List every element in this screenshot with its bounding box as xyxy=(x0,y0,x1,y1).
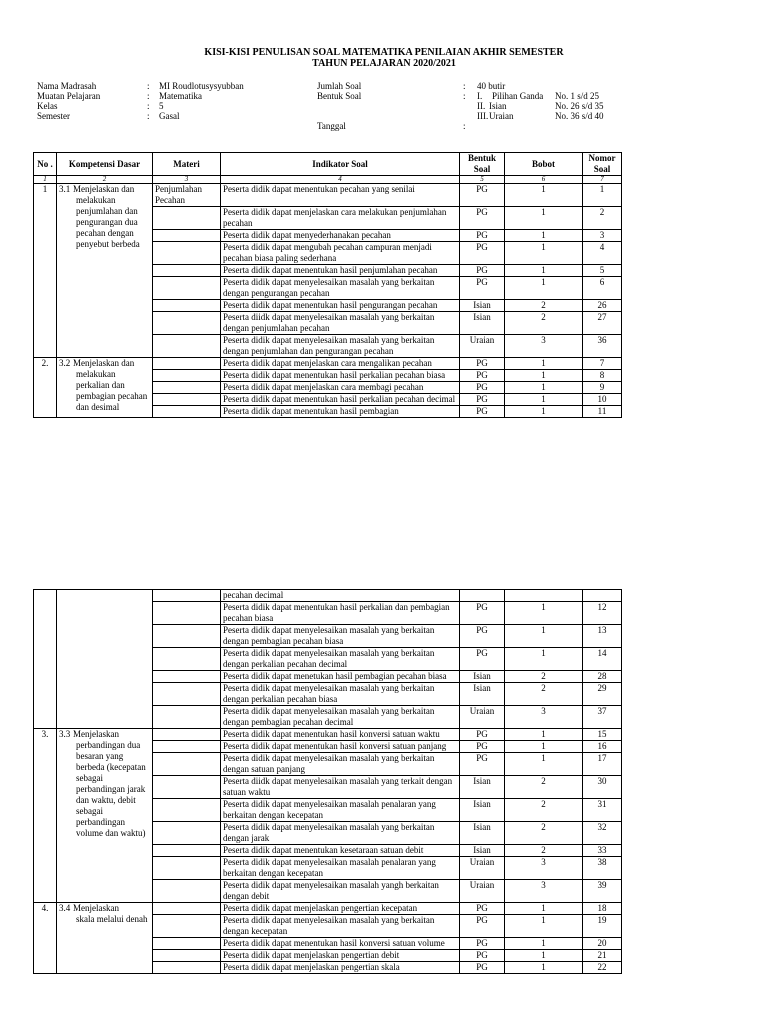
cell-nomor: 29 xyxy=(583,683,622,706)
cell-bentuk: Isian xyxy=(460,683,505,706)
cell-kompetensi xyxy=(57,590,153,729)
cell-materi xyxy=(153,880,221,903)
cell-nomor: 16 xyxy=(583,741,622,753)
index-cell: 7 xyxy=(583,176,622,184)
cell-materi xyxy=(153,648,221,671)
cell-indikator: Peserta didik dapat menyelesaikan masalah penalaran yang berkaitan dengan kecepatan xyxy=(221,799,460,822)
table-header-row xyxy=(34,153,622,176)
index-cell: 5 xyxy=(460,176,505,184)
identity-label: Kelas xyxy=(37,101,58,111)
header-materi: Materi xyxy=(153,153,221,176)
identity-left xyxy=(37,81,307,121)
identity-row-jumlah xyxy=(317,81,647,91)
jumlah-value: 40 butir xyxy=(477,81,506,91)
cell-materi xyxy=(153,300,221,312)
cell-indikator: Peserta didik dapat menyelesaikan masalah yang berkaitan dengan perkalian pecahan decimal xyxy=(221,648,460,671)
cell-nomor: 7 xyxy=(583,358,622,370)
cell-indikator: Peserta didik dapat menentukan hasil perkalian pecahan biasa xyxy=(221,370,460,382)
cell-materi xyxy=(153,406,221,418)
bentuk-name: Isian xyxy=(489,101,507,111)
identity-colon: : xyxy=(147,91,150,101)
cell-bentuk: Uraian xyxy=(460,857,505,880)
cell-bobot: 2 xyxy=(505,776,583,799)
cell-bentuk: PG xyxy=(460,962,505,974)
cell-indikator: Peserta didik dapat menetukan hasil pembagian pecahan biasa xyxy=(221,671,460,683)
cell-nomor: 26 xyxy=(583,300,622,312)
document-title: KISI-KISI PENULISAN SOAL MATEMATIKA PENILAIAN AKHIR SEMESTER xyxy=(204,47,564,58)
cell-materi xyxy=(153,729,221,741)
identity-colon: : xyxy=(463,91,466,101)
cell-nomor: 14 xyxy=(583,648,622,671)
cell-materi xyxy=(153,242,221,265)
cell-bobot: 2 xyxy=(505,671,583,683)
identity-colon: : xyxy=(147,81,150,91)
cell-bobot: 3 xyxy=(505,857,583,880)
cell-bobot: 2 xyxy=(505,300,583,312)
cell-kompetensi xyxy=(57,184,153,358)
cell-bobot: 1 xyxy=(505,184,583,207)
bentuk-label: Bentuk Soal xyxy=(317,91,362,101)
cell-bobot: 1 xyxy=(505,741,583,753)
kompetensi-text: Menjelaskan dan xyxy=(73,358,135,368)
cell-indikator: Peserta didik dapat menentukan hasil konversi satuan panjang xyxy=(221,741,460,753)
document-page-2 xyxy=(0,586,768,1024)
page-gap xyxy=(0,560,768,586)
cell-materi xyxy=(153,207,221,230)
cell-bentuk: PG xyxy=(460,184,505,207)
kisi-table-page-2 xyxy=(33,589,622,974)
kompetensi-number: 3.1 xyxy=(59,184,71,194)
cell-indikator: Peserta didik dapat menjelaskan cara mengalikan pecahan xyxy=(221,358,460,370)
tanggal-label: Tanggal xyxy=(317,121,346,131)
cell-materi xyxy=(153,382,221,394)
cell-no: 4. xyxy=(34,903,57,974)
cell-bobot: 2 xyxy=(505,845,583,857)
cell-indikator: Peserta didik dapat menentukan hasil perkalian pecahan decimal xyxy=(221,394,460,406)
jumlah-label: Jumlah Soal xyxy=(317,81,362,91)
cell-indikator: Peserta didik dapat mengubah pecahan campuran menjadi pecahan biasa paling sederhana xyxy=(221,242,460,265)
cell-indikator: Peserta didik dapat menentukan hasil pengurangan pecahan xyxy=(221,300,460,312)
cell-bentuk: PG xyxy=(460,382,505,394)
cell-bentuk: PG xyxy=(460,648,505,671)
cell-bentuk: Isian xyxy=(460,799,505,822)
cell-materi xyxy=(153,277,221,300)
cell-bobot: 1 xyxy=(505,915,583,938)
cell-nomor: 31 xyxy=(583,799,622,822)
kisi-table-page-1 xyxy=(33,152,622,418)
cell-indikator: Peserta didik dapat menentukan kesetaraan satuan debit xyxy=(221,845,460,857)
kompetensi-rest: melakukan penjumlahan dan pengurangan dua pecahan dengan penyebut berbeda xyxy=(76,195,140,249)
kompetensi-number: 3.3 xyxy=(59,729,71,739)
cell-bentuk: Uraian xyxy=(460,706,505,729)
identity-row-tanggal xyxy=(317,121,647,131)
cell-bobot: 1 xyxy=(505,962,583,974)
cell-bentuk: PG xyxy=(460,394,505,406)
cell-bobot xyxy=(505,590,583,602)
cell-bobot: 1 xyxy=(505,265,583,277)
cell-indikator: Peserta didik dapat menentukan hasil perkalian dan pembagian pecahan biasa xyxy=(221,602,460,625)
index-cell: 6 xyxy=(505,176,583,184)
cell-bentuk: PG xyxy=(460,602,505,625)
cell-indikator: Peserta didik dapat menjelaskan cara melakukan penjumlahan pecahan xyxy=(221,207,460,230)
cell-no xyxy=(34,590,57,729)
cell-bentuk: PG xyxy=(460,915,505,938)
header-indikator: Indikator Soal xyxy=(221,153,460,176)
cell-nomor: 27 xyxy=(583,312,622,335)
cell-bobot: 1 xyxy=(505,903,583,915)
bentuk-name: Uraian xyxy=(489,111,514,121)
cell-nomor: 22 xyxy=(583,962,622,974)
cell-nomor: 19 xyxy=(583,915,622,938)
cell-bobot: 2 xyxy=(505,799,583,822)
cell-materi xyxy=(153,776,221,799)
cell-indikator: Peserta didik dapat menjelaskan pengertian skala xyxy=(221,962,460,974)
cell-nomor: 36 xyxy=(583,335,622,358)
identity-value: Gasal xyxy=(159,111,180,121)
cell-materi xyxy=(153,671,221,683)
cell-nomor: 39 xyxy=(583,880,622,903)
identity-row-muatan xyxy=(37,91,307,101)
cell-no: 2. xyxy=(34,358,57,418)
cell-indikator: Peserta didik dapat menyelesaikan masalah yangh berkaitan dengan debit xyxy=(221,880,460,903)
identity-label: Muatan Pelajaran xyxy=(37,91,101,101)
cell-bentuk: PG xyxy=(460,207,505,230)
table-row xyxy=(34,729,622,741)
kisi-body-page-2 xyxy=(34,590,622,974)
cell-bentuk: Isian xyxy=(460,776,505,799)
kompetensi-text: Menjelaskan dan xyxy=(73,184,135,194)
cell-bobot: 1 xyxy=(505,358,583,370)
cell-bobot: 1 xyxy=(505,602,583,625)
cell-bobot: 1 xyxy=(505,938,583,950)
header-nomor: Nomor Soal xyxy=(583,153,622,176)
cell-nomor: 11 xyxy=(583,406,622,418)
bentuk-num: II. xyxy=(477,101,486,111)
cell-materi xyxy=(153,602,221,625)
cell-bentuk: Isian xyxy=(460,845,505,857)
cell-nomor: 4 xyxy=(583,242,622,265)
cell-indikator: Peserta didik dapat menyelesaikan masalah yang berkaitan dengan pembagian pecahan decimal xyxy=(221,706,460,729)
cell-bentuk: Isian xyxy=(460,312,505,335)
cell-materi xyxy=(153,753,221,776)
cell-bobot: 1 xyxy=(505,648,583,671)
identity-label: Semester xyxy=(37,111,70,121)
kompetensi-first-line xyxy=(59,184,150,195)
cell-bobot: 3 xyxy=(505,880,583,903)
cell-nomor: 8 xyxy=(583,370,622,382)
cell-bentuk: PG xyxy=(460,265,505,277)
cell-bentuk: Uraian xyxy=(460,880,505,903)
cell-nomor: 37 xyxy=(583,706,622,729)
cell-materi xyxy=(153,903,221,915)
bentuk-range: No. 1 s/d 25 xyxy=(555,91,600,101)
cell-indikator: pecahan decimal xyxy=(221,590,460,602)
cell-nomor: 17 xyxy=(583,753,622,776)
kompetensi-rest: melakukan perkalian dan pembagian pecahan dan desimal xyxy=(76,369,148,412)
identity-row-semester xyxy=(37,111,307,121)
cell-no: 3. xyxy=(34,729,57,903)
cell-nomor: 30 xyxy=(583,776,622,799)
cell-materi xyxy=(153,845,221,857)
table-index-row xyxy=(34,176,622,184)
cell-bentuk: PG xyxy=(460,370,505,382)
cell-bobot: 1 xyxy=(505,370,583,382)
table-row xyxy=(34,903,622,915)
cell-bentuk: PG xyxy=(460,938,505,950)
cell-materi xyxy=(153,962,221,974)
cell-bobot: 1 xyxy=(505,207,583,230)
cell-bentuk xyxy=(460,590,505,602)
cell-indikator: Peserta didik dapat menjelaskan pengertian debit xyxy=(221,950,460,962)
cell-indikator: Peserta didik dapat menjelaskan pengertian kecepatan xyxy=(221,903,460,915)
bentuk-range: No. 36 s/d 40 xyxy=(555,111,604,121)
identity-right xyxy=(317,81,647,131)
cell-indikator: Peserta didik dapat menyelesaikan masalah yang berkaitan dengan perkalian pecahan biasa xyxy=(221,683,460,706)
cell-indikator: Peserta didik dapat menentukan hasil konversi satuan volume xyxy=(221,938,460,950)
cell-bentuk: PG xyxy=(460,903,505,915)
cell-bobot: 2 xyxy=(505,683,583,706)
cell-nomor: 32 xyxy=(583,822,622,845)
cell-no: 1 xyxy=(34,184,57,358)
kompetensi-first-line xyxy=(59,729,150,740)
cell-bobot: 1 xyxy=(505,277,583,300)
cell-nomor: 21 xyxy=(583,950,622,962)
cell-bentuk: Uraian xyxy=(460,335,505,358)
cell-indikator: Peserta didik dapat menyelesaikan masalah yang berkaitan dengan penjumlahan dan pengurangan pecahan xyxy=(221,335,460,358)
identity-row-bentuk-2 xyxy=(317,101,647,111)
cell-materi xyxy=(153,230,221,242)
cell-bobot: 2 xyxy=(505,822,583,845)
cell-bobot: 1 xyxy=(505,382,583,394)
cell-indikator: Peserta didik dapat menentukan hasil penjumlahan pecahan xyxy=(221,265,460,277)
index-cell: 1 xyxy=(34,176,57,184)
identity-row-kelas xyxy=(37,101,307,111)
cell-bentuk: PG xyxy=(460,277,505,300)
index-cell: 4 xyxy=(221,176,460,184)
cell-bobot: 3 xyxy=(505,335,583,358)
identity-row-madrasah xyxy=(37,81,307,91)
index-cell: 3 xyxy=(153,176,221,184)
cell-materi xyxy=(153,915,221,938)
identity-label: Nama Madrasah xyxy=(37,81,97,91)
kompetensi-number: 3.2 xyxy=(59,358,71,368)
cell-indikator: Peserta didik dapat menyederhanakan pecahan xyxy=(221,230,460,242)
cell-nomor xyxy=(583,590,622,602)
cell-bentuk: PG xyxy=(460,358,505,370)
cell-indikator: Peserta didik dapat menjelaskan cara membagi pecahan xyxy=(221,382,460,394)
cell-nomor: 5 xyxy=(583,265,622,277)
cell-bentuk: PG xyxy=(460,753,505,776)
document-subtitle: TAHUN PELAJARAN 2020/2021 xyxy=(312,58,456,69)
cell-bentuk: PG xyxy=(460,741,505,753)
cell-bobot: 1 xyxy=(505,625,583,648)
cell-nomor: 20 xyxy=(583,938,622,950)
cell-bobot: 3 xyxy=(505,706,583,729)
cell-nomor: 9 xyxy=(583,382,622,394)
cell-bobot: 1 xyxy=(505,230,583,242)
cell-nomor: 6 xyxy=(583,277,622,300)
identity-colon: : xyxy=(463,81,466,91)
identity-value: Matematika xyxy=(159,91,202,101)
kompetensi-text: Menjelaskan xyxy=(73,903,119,913)
cell-bentuk: PG xyxy=(460,950,505,962)
cell-materi xyxy=(153,265,221,277)
kompetensi-number: 3.4 xyxy=(59,903,71,913)
identity-value: MI Roudlotusysyubban xyxy=(159,81,244,91)
kompetensi-first-line xyxy=(59,590,150,601)
cell-bobot: 1 xyxy=(505,950,583,962)
cell-nomor: 13 xyxy=(583,625,622,648)
bentuk-name: Pilihan Ganda xyxy=(492,91,544,101)
cell-bentuk: PG xyxy=(460,625,505,648)
kompetensi-rest: perbandingan dua besaran yang berbeda (kecepatan sebagai perbandingan jarak dan waktu, debit sebagai perbandingan volume dan waktu) xyxy=(76,740,146,838)
header-kompetensi: Kompetensi Dasar xyxy=(57,153,153,176)
cell-nomor: 3 xyxy=(583,230,622,242)
identity-row-bentuk-3 xyxy=(317,111,647,121)
cell-materi xyxy=(153,857,221,880)
cell-materi xyxy=(153,625,221,648)
cell-kompetensi xyxy=(57,903,153,974)
cell-materi xyxy=(153,799,221,822)
header-bentuk: Bentuk Soal xyxy=(460,153,505,176)
cell-nomor: 18 xyxy=(583,903,622,915)
cell-indikator: Peserta diidk dapat menyelesaikan masalah yang terkait dengan satuan waktu xyxy=(221,776,460,799)
kompetensi-first-line xyxy=(59,358,150,369)
cell-indikator: Peserta didik dapat menyelesaikan masalah penalaran yang berkaitan dengan kecepatan xyxy=(221,857,460,880)
cell-indikator: Peserta didik dapat menentukan hasil konversi satuan waktu xyxy=(221,729,460,741)
cell-indikator: Peserta didik dapat menyelesaikan masalah yang berkaitan dengan jarak xyxy=(221,822,460,845)
cell-indikator: Peserta didik dapat menyelesaikan masalah yang berkaitan dengan pengurangan pecahan xyxy=(221,277,460,300)
header-bobot: Bobot xyxy=(505,153,583,176)
cell-materi xyxy=(153,822,221,845)
cell-bentuk: PG xyxy=(460,729,505,741)
cell-nomor: 38 xyxy=(583,857,622,880)
cell-materi xyxy=(153,312,221,335)
kompetensi-rest: skala melalui denah xyxy=(76,914,148,924)
bentuk-num: III. xyxy=(477,111,489,121)
table-row xyxy=(34,590,622,602)
cell-materi xyxy=(153,394,221,406)
cell-indikator: Peserta diidk dapat menyelesaikan masalah yang berkaitan dengan penjumlahan pecahan xyxy=(221,312,460,335)
cell-nomor: 10 xyxy=(583,394,622,406)
cell-nomor: 33 xyxy=(583,845,622,857)
identity-row-bentuk-1 xyxy=(317,91,647,101)
cell-indikator: Peserta didik dapat menentukan hasil pembagian xyxy=(221,406,460,418)
identity-colon: : xyxy=(147,111,150,121)
cell-bobot: 1 xyxy=(505,242,583,265)
kisi-body-page-1 xyxy=(34,184,622,418)
cell-bobot: 2 xyxy=(505,312,583,335)
cell-bobot: 1 xyxy=(505,729,583,741)
cell-nomor: 15 xyxy=(583,729,622,741)
cell-bentuk: Isian xyxy=(460,300,505,312)
cell-bobot: 1 xyxy=(505,753,583,776)
cell-bentuk: PG xyxy=(460,230,505,242)
index-cell: 2 xyxy=(57,176,153,184)
cell-nomor: 28 xyxy=(583,671,622,683)
cell-nomor: 12 xyxy=(583,602,622,625)
cell-bentuk: Isian xyxy=(460,671,505,683)
cell-materi xyxy=(153,370,221,382)
identity-colon: : xyxy=(147,101,150,111)
cell-materi xyxy=(153,950,221,962)
cell-kompetensi xyxy=(57,358,153,418)
cell-bobot: 1 xyxy=(505,406,583,418)
cell-indikator: Peserta didik dapat menyelesaikan masalah yang berkaitan dengan kecepatan xyxy=(221,915,460,938)
kompetensi-text: Menjelaskan xyxy=(73,729,119,739)
kompetensi-first-line xyxy=(59,903,150,914)
table-row xyxy=(34,358,622,370)
cell-materi xyxy=(153,335,221,358)
cell-materi xyxy=(153,938,221,950)
cell-nomor: 1 xyxy=(583,184,622,207)
header-no: No . xyxy=(34,153,57,176)
cell-materi xyxy=(153,358,221,370)
cell-materi xyxy=(153,706,221,729)
identity-value: 5 xyxy=(159,101,164,111)
cell-bentuk: PG xyxy=(460,406,505,418)
cell-materi xyxy=(153,741,221,753)
cell-bobot: 1 xyxy=(505,394,583,406)
cell-indikator: Peserta didik dapat menyelesaikan masalah yang berkaitan dengan pembagian pecahan biasa xyxy=(221,625,460,648)
cell-materi xyxy=(153,590,221,602)
cell-nomor: 2 xyxy=(583,207,622,230)
bentuk-range: No. 26 s/d 35 xyxy=(555,101,604,111)
cell-materi: Penjumlahan Pecahan xyxy=(153,184,221,207)
bentuk-num: I. xyxy=(477,91,483,101)
cell-indikator: Peserta didik dapat menyelesaikan masalah yang berkaitan dengan satuan panjang xyxy=(221,753,460,776)
cell-materi xyxy=(153,683,221,706)
table-row xyxy=(34,184,622,207)
cell-kompetensi xyxy=(57,729,153,903)
identity-colon: : xyxy=(463,121,466,131)
cell-indikator: Peserta didik dapat menentukan pecahan yang senilai xyxy=(221,184,460,207)
cell-bentuk: PG xyxy=(460,242,505,265)
cell-bentuk: Isian xyxy=(460,822,505,845)
